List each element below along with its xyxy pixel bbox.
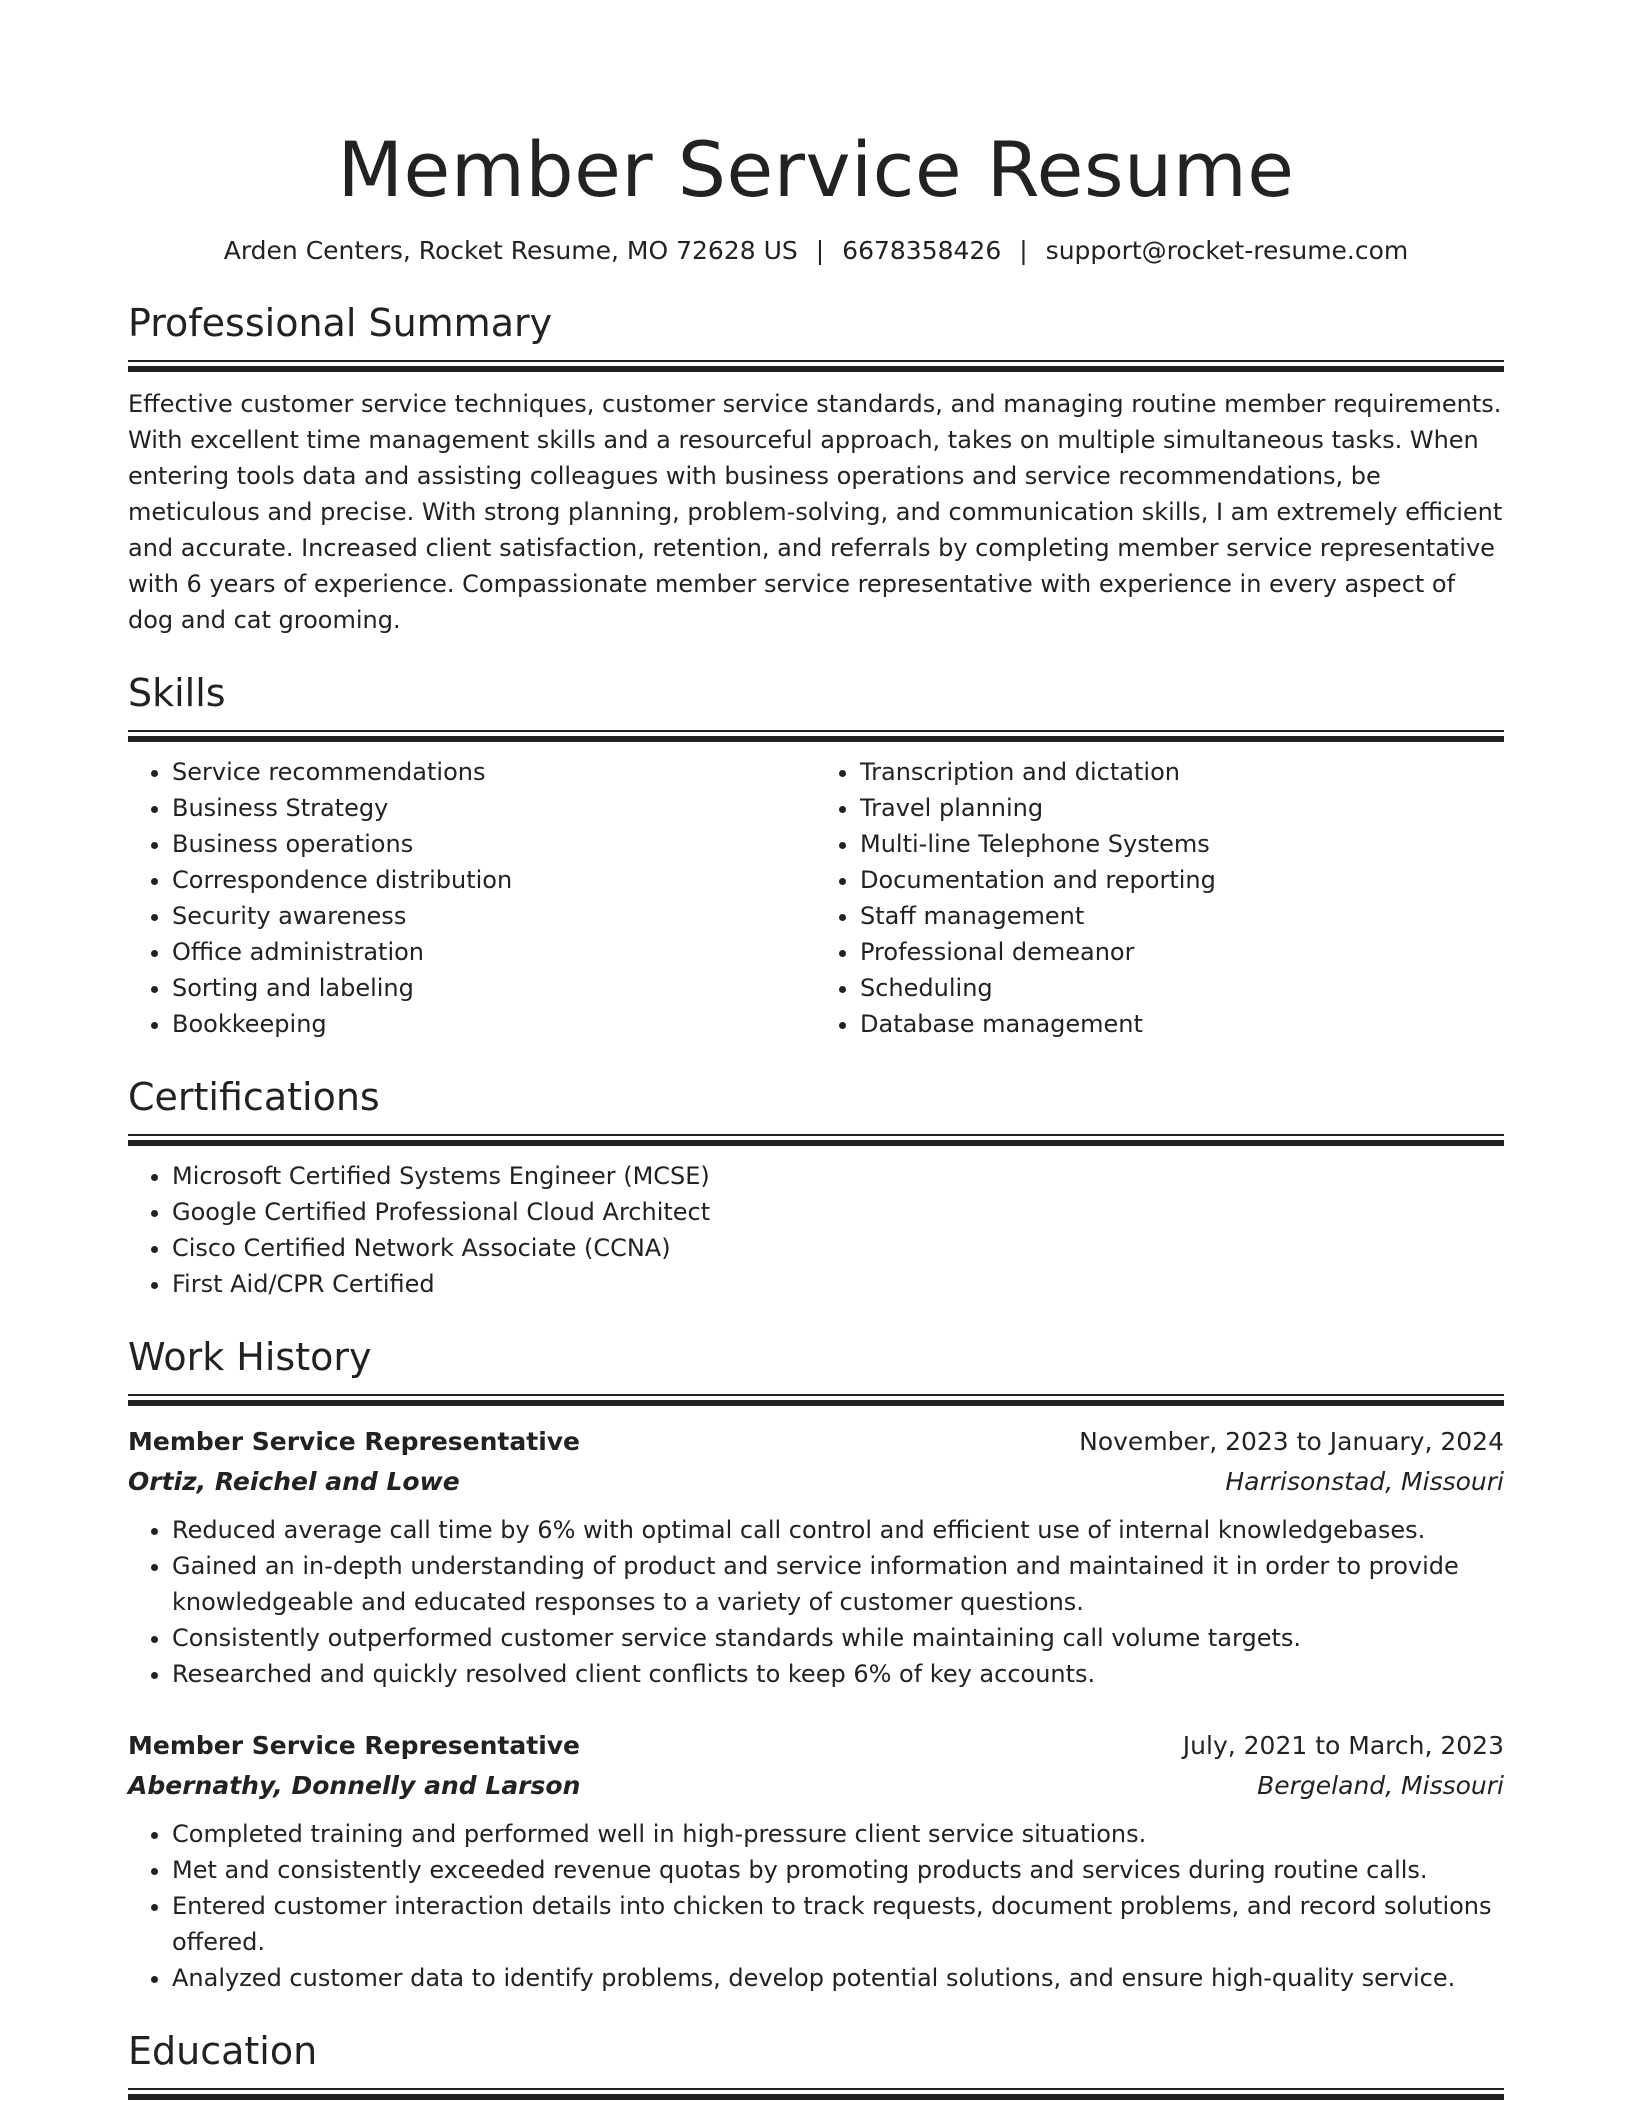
job-header-row — [128, 1422, 1504, 1462]
skill-item: • Bookkeeping — [172, 1006, 816, 1042]
section-divider — [128, 1394, 1504, 1406]
skill-item: • Documentation and reporting — [860, 862, 1504, 898]
job-bullet: • Gained an in-depth understanding of product and service information and maintained it in order to provide knowledgeable and educated responses to a variety of customer questions. — [172, 1548, 1504, 1620]
section-divider — [128, 730, 1504, 742]
job-bullet: • Completed training and performed well in high-pressure client service situations. — [172, 1816, 1504, 1852]
job-dates: November, 2023 to January, 2024 — [1079, 1427, 1504, 1456]
skill-item: • Office administration — [172, 934, 816, 970]
skill-item: • Sorting and labeling — [172, 970, 816, 1006]
contact-separator: | — [815, 236, 825, 265]
skill-item: • Scheduling — [860, 970, 1504, 1006]
skills-heading: Skills — [128, 671, 226, 715]
contact-phone: 6678358426 — [842, 236, 1002, 265]
certification-item: • First Aid/CPR Certified — [172, 1266, 1504, 1302]
skill-item: • Transcription and dictation — [860, 754, 1504, 790]
job-bullet: • Met and consistently exceeded revenue quotas by promoting products and services during routine calls. — [172, 1852, 1504, 1888]
contact-separator: | — [1019, 236, 1028, 265]
section-divider — [128, 1134, 1504, 1146]
skill-item: • Multi-line Telephone Systems — [860, 826, 1504, 862]
education-section — [128, 2026, 1504, 2100]
job-location: Harrisonstad, Missouri — [1225, 1467, 1504, 1496]
job-title: Member Service Representative — [128, 1427, 581, 1456]
job-entry — [128, 1422, 1504, 1692]
skill-item: • Professional demeanor — [860, 934, 1504, 970]
skill-item: • Business operations — [172, 826, 816, 862]
skill-item: • Security awareness — [172, 898, 816, 934]
job-bullet: • Reduced average call time by 6% with optimal call control and efficient use of internal knowledgebases. — [172, 1512, 1504, 1548]
skill-item: • Travel planning — [860, 790, 1504, 826]
job-bullet: • Entered customer interaction details into chicken to track requests, document problems, and record solutions offered. — [172, 1888, 1504, 1960]
skills-list-left — [128, 754, 816, 1042]
job-title: Member Service Representative — [128, 1731, 581, 1760]
skills-grid — [128, 754, 1504, 1042]
resume-title: Member Service Resume — [337, 125, 1295, 214]
job-company-row — [128, 1766, 1504, 1806]
summary-text: Effective customer service techniques, customer service standards, and managing routine member requirements. With excellent time management skills and a resourceful approach, takes on multiple simultaneous tasks. When entering tools data and assisting colleagues with business operations and service recommendations, be meticulous and precise. With strong planning, problem-solving, and communication skills, I am extremely efficient and accurate. Increased client satisfaction, retention, and referrals by completing member service representative with 6 years of experience. Compassionate member service representative with experience in every aspect of dog and cat grooming. — [128, 390, 1503, 634]
skills-list-right — [816, 754, 1504, 1042]
summary-section — [128, 298, 1504, 638]
certifications-list — [128, 1158, 1504, 1302]
summary-heading: Professional Summary — [128, 301, 553, 345]
certifications-heading: Certifications — [128, 1075, 380, 1119]
job-location: Bergeland, Missouri — [1257, 1771, 1504, 1800]
section-divider — [128, 2088, 1504, 2100]
certifications-section — [128, 1072, 1504, 1302]
job-bullets — [128, 1512, 1504, 1692]
job-company-row — [128, 1462, 1504, 1502]
work-history-heading: Work History — [128, 1335, 372, 1379]
skill-item: • Staff management — [860, 898, 1504, 934]
contact-email: support@rocket-resume.com — [1045, 236, 1409, 265]
job-entry — [128, 1726, 1504, 1996]
contact-address: Arden Centers, Rocket Resume, MO 72628 US — [223, 236, 798, 265]
skill-item: • Database management — [860, 1006, 1504, 1042]
certification-item: • Microsoft Certified Systems Engineer (MCSE) — [172, 1158, 1504, 1194]
job-company: Abernathy, Donnelly and Larson — [128, 1771, 581, 1800]
job-dates: July, 2021 to March, 2023 — [1182, 1731, 1504, 1760]
certification-item: • Cisco Certified Network Associate (CCNA) — [172, 1230, 1504, 1266]
section-divider — [128, 360, 1504, 372]
skill-item: • Service recommendations — [172, 754, 816, 790]
skills-section — [128, 668, 1504, 1042]
skill-item: • Correspondence distribution — [172, 862, 816, 898]
job-header-row — [128, 1726, 1504, 1766]
job-bullet: • Analyzed customer data to identify problems, develop potential solutions, and ensure high-quality service. — [172, 1960, 1504, 1996]
job-bullet: • Consistently outperformed customer service standards while maintaining call volume targets. — [172, 1620, 1504, 1656]
job-bullets — [128, 1816, 1504, 1996]
skill-item: • Business Strategy — [172, 790, 816, 826]
job-company: Ortiz, Reichel and Lowe — [128, 1467, 460, 1496]
certification-item: • Google Certified Professional Cloud Architect — [172, 1194, 1504, 1230]
work-history-section — [128, 1332, 1504, 1996]
education-heading: Education — [128, 2029, 318, 2073]
job-bullet: • Researched and quickly resolved client conflicts to keep 6% of key accounts. — [172, 1656, 1504, 1692]
contact-line — [128, 234, 1504, 268]
